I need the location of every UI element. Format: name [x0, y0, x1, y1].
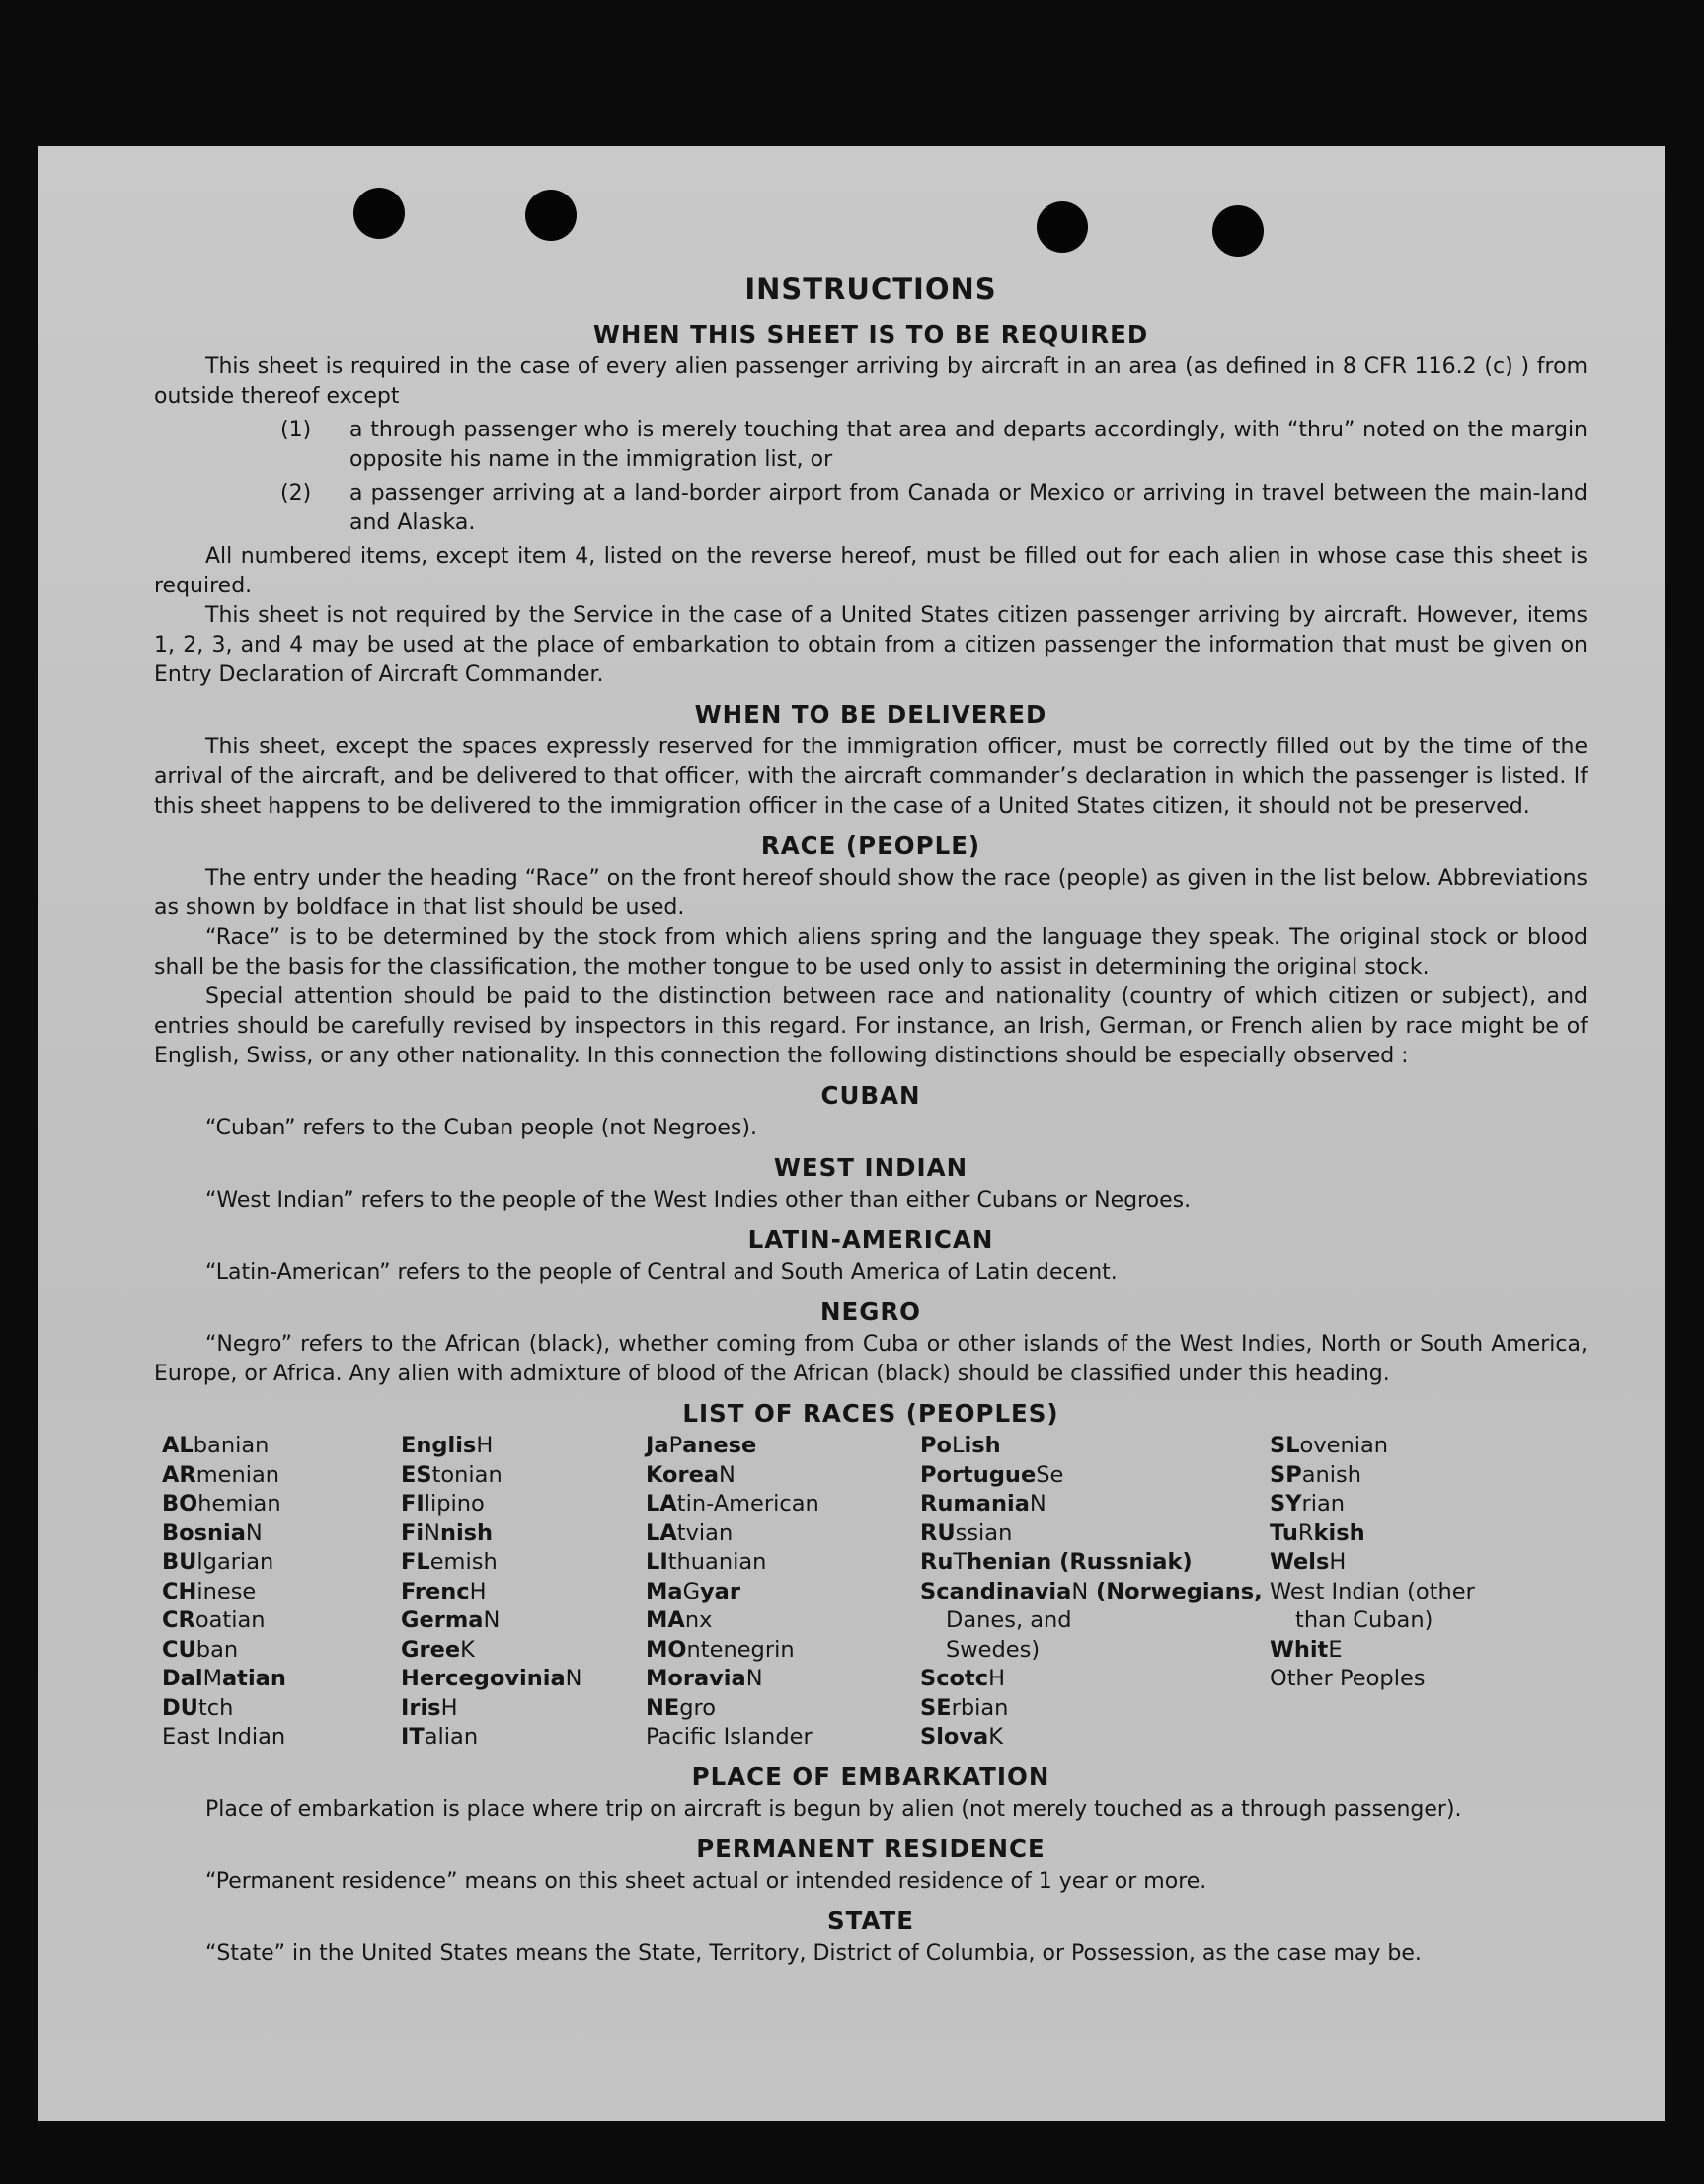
race-entry: Pacific Islander [646, 1724, 813, 1750]
when-required-para: All numbered items, except item 4, listed on the reverse hereof, must be filled out for each alien in whose case this sheet is required. [154, 544, 1588, 598]
race-entry: IrisH [401, 1694, 458, 1721]
exception-text: a through passenger who is merely touching that area and departs accordingly, with “thru” noted on the margin opposite his name in the immigration list, or [349, 418, 1588, 472]
race-entry: than Cuban) [1295, 1607, 1433, 1633]
when-delivered-heading: WHEN TO BE DELIVERED [694, 700, 1047, 729]
cuban-heading: CUBAN [820, 1081, 921, 1110]
race-list [162, 1432, 1588, 1753]
race-entry: Other Peoples [1270, 1666, 1426, 1691]
race-entry: Danes, and [946, 1607, 1072, 1633]
residence-heading: PERMANENT RESIDENCE [696, 1833, 1046, 1863]
race-entry: PortugueSe [920, 1461, 1064, 1488]
state-heading: STATE [827, 1906, 914, 1935]
when-required-intro: This sheet is required in the case of every alien passenger arriving by aircraft in an area (as defined in 8 CFR 116.2 (c) ) from outside thereof except [154, 354, 1588, 409]
race-column [646, 1432, 920, 1753]
race-para: “Race” is to be determined by the stock from which aliens spring and the language they speak. The original stock or blood shall be the basis for the classification, the mother tongue to be used only to assist in determining the original stock. [154, 925, 1588, 979]
race-entry: DUtch [162, 1694, 234, 1721]
west-indian-text: “West Indian” refers to the people of the West Indies other than either Cubans or Negroes. [205, 1188, 1192, 1212]
race-entry: RumaniaN [920, 1491, 1046, 1517]
negro-text: “Negro” refers to the African (black), whether coming from Cuba or other islands of the West Indies, North or South America, Europe, or Africa. Any alien with admixture of blood of the African (black) should be classified under this heading. [154, 1332, 1588, 1386]
race-entry: TuRkish [1270, 1520, 1365, 1546]
race-entry: ALbanian [162, 1433, 270, 1458]
exception-text: a passenger arriving at a land-border airport from Canada or Mexico or arriving in travel between the main-land and Alaska. [349, 481, 1588, 535]
instructions-content [154, 273, 1588, 1969]
race-entry: HercegoviniaN [401, 1666, 582, 1691]
residence-text: “Permanent residence” means on this sheet actual or intended residence of 1 year or more. [205, 1868, 1207, 1894]
west-indian-heading: WEST INDIAN [773, 1153, 968, 1182]
punch-hole [353, 188, 405, 239]
race-entry: ARmenian [162, 1461, 280, 1488]
race-entry: ITalian [401, 1724, 479, 1750]
embarkation-text: Place of embarkation is place where trip on aircraft is begun by alien (not merely touched as a through passenger). [205, 1796, 1462, 1822]
state-text: “State” in the United States means the State, Territory, District of Columbia, or Possession, as the case may be. [205, 1940, 1422, 1966]
punch-hole [1037, 201, 1088, 253]
exception-number: (1) [280, 418, 312, 442]
race-column [1270, 1432, 1526, 1753]
list-of-races-heading: LIST OF RACES (PEOPLES) [682, 1399, 1059, 1428]
latin-american-text: “Latin-American” refers to the people of Central and South America of Latin decent. [205, 1260, 1118, 1285]
race-entry: GreeK [401, 1636, 475, 1663]
race-entry: EnglisH [401, 1433, 494, 1458]
document-page [38, 146, 1665, 2121]
race-entry: SYrian [1270, 1491, 1346, 1517]
race-column [162, 1432, 401, 1753]
race-entry: KoreaN [646, 1461, 736, 1488]
race-entry: East Indian [162, 1724, 286, 1750]
race-entry: RuThenian (Russniak) [920, 1549, 1193, 1575]
latin-american-heading: LATIN-AMERICAN [747, 1225, 994, 1254]
race-entry: LAtin-American [646, 1491, 819, 1517]
race-entry: BosniaN [162, 1520, 263, 1546]
race-entry: FLemish [401, 1549, 498, 1575]
race-entry: LIthuanian [646, 1549, 767, 1575]
when-required-heading: WHEN THIS SHEET IS TO BE REQUIRED [592, 320, 1149, 349]
page-title: INSTRUCTIONS [744, 273, 997, 306]
race-entry: SErbian [920, 1694, 1009, 1721]
race-entry: CRoatian [162, 1607, 266, 1633]
race-entry: WelsH [1270, 1549, 1347, 1575]
race-entry: MAnx [646, 1607, 713, 1633]
race-entry: MoraviaN [646, 1666, 763, 1691]
race-entry: FIlipino [401, 1491, 485, 1517]
race-entry: West Indian (other [1270, 1578, 1475, 1604]
race-entry: RUssian [920, 1520, 1013, 1546]
race-entry: MaGyar [646, 1578, 740, 1604]
race-para: The entry under the heading “Race” on the front hereof should show the race (people) as given in the list below. Abbreviations as shown by boldface in that list should be used. [154, 866, 1588, 920]
race-entry: NEgro [646, 1694, 717, 1721]
race-entry: MOntenegrin [646, 1636, 795, 1663]
race-column [920, 1432, 1270, 1753]
race-entry: JaPanese [646, 1433, 757, 1458]
when-delivered-text: This sheet, except the spaces expressly reserved for the immigration officer, must be correctly filled out by the time of the arrival of the aircraft, and be delivered to that officer, with the aircraft commander’s declaration in which the passenger is listed. If this sheet happens to be delivered to the immigration officer in the case of a United States citizen, it should not be preserved. [154, 735, 1588, 819]
race-entry: CUban [162, 1636, 239, 1663]
punch-hole [525, 190, 577, 241]
cuban-text: “Cuban” refers to the Cuban people (not Negroes). [205, 1116, 757, 1140]
race-entry: SLovenian [1270, 1433, 1389, 1458]
exception-item [154, 416, 1588, 475]
negro-heading: NEGRO [819, 1297, 922, 1326]
race-entry: ScandinaviaN (Norwegians, [920, 1578, 1263, 1604]
race-entry: Swedes) [946, 1636, 1041, 1663]
race-heading: RACE (PEOPLE) [760, 831, 981, 860]
race-entry: CHinese [162, 1578, 257, 1604]
race-entry: FiNnish [401, 1520, 494, 1546]
race-entry: FrencH [401, 1578, 487, 1604]
race-column [401, 1432, 646, 1753]
punch-hole [1212, 205, 1264, 257]
race-entry: DalMatian [162, 1666, 286, 1691]
race-entry: SPanish [1270, 1461, 1361, 1488]
race-entry: WhitE [1270, 1636, 1343, 1663]
race-entry: ScotcH [920, 1666, 1006, 1691]
when-required-para: This sheet is not required by the Service in the case of a United States citizen passenger arriving by aircraft. However, items 1, 2, 3, and 4 may be used at the place of embarkation to obtain from a citizen passenger the information that must be given on Entry Declaration of Aircraft Commander. [154, 603, 1588, 687]
race-entry: BOhemian [162, 1491, 281, 1517]
exception-number: (2) [280, 481, 312, 506]
embarkation-heading: PLACE OF EMBARKATION [691, 1761, 1050, 1791]
race-entry: SlovaK [920, 1724, 1003, 1750]
race-para: Special attention should be paid to the distinction between race and nationality (country of which citizen or subject), and entries should be carefully revised by inspectors in this regard. For instance, an Irish, German, or French alien by race might be of English, Swiss, or any other nationality. In this connection the following distinctions should be especially observed : [154, 984, 1588, 1068]
race-entry: PoLish [920, 1433, 1001, 1458]
race-entry: BUlgarian [162, 1549, 274, 1575]
race-entry: GermaN [401, 1607, 501, 1633]
exception-item [154, 479, 1588, 538]
race-entry: EStonian [401, 1461, 503, 1488]
race-entry: LAtvian [646, 1520, 734, 1546]
